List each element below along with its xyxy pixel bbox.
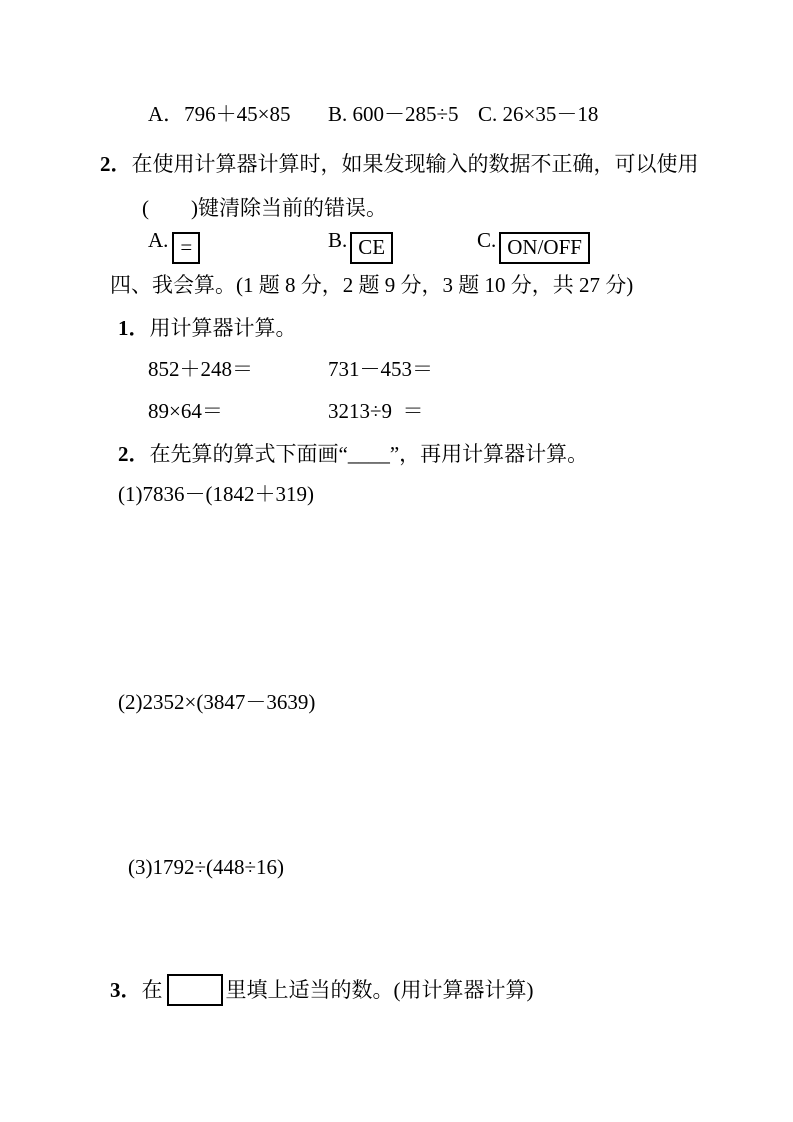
ce-key-box: CE: [350, 232, 393, 264]
key-option-a: [148, 227, 200, 264]
prev-option-b-expression: B. 600－285÷5: [328, 102, 459, 126]
key-option-c: [477, 227, 590, 264]
equals-key-box: =: [172, 232, 200, 264]
s4-q2-title-text: 在先算的算式下面画“____”，再用计算器计算。: [149, 442, 589, 466]
question-2-stem-text: 在使用计算器计算时，如果发现输入的数据不正确，可以使用: [131, 152, 699, 176]
s4-q3-line: [110, 974, 534, 1006]
section-4-heading: 四、我会算。(1 题 8 分，2 题 9 分，3 题 10 分，共 27 分): [110, 273, 634, 297]
question-2-number: 2．: [100, 152, 132, 176]
onoff-key-box: ON/OFF: [499, 232, 590, 264]
s4-q2-title: [118, 441, 588, 467]
s4-q3-suffix: 里填上适当的数。(用计算器计算): [225, 978, 534, 1002]
calc-exercise-4: 3213÷9 ＝: [328, 399, 424, 423]
s4-q1-title-text: 用计算器计算。: [149, 316, 297, 340]
prev-option-c-expression: C. 26×35－18: [478, 102, 599, 126]
question-2-stem: [100, 151, 699, 177]
question-2-blank-line: ( )键清除当前的错误。: [142, 196, 387, 220]
s4-q2-item-2: (2)2352×(3847－3639): [118, 690, 316, 714]
s4-q3-prefix: 在: [141, 978, 163, 1002]
s4-q3-number: 3．: [110, 978, 142, 1002]
s4-q2-item-1: (1)7836－(1842＋319): [118, 482, 314, 506]
calc-exercise-2: 731－453＝: [328, 357, 433, 381]
s4-q1-title: [118, 315, 297, 341]
calc-exercise-1: 852＋248＝: [148, 357, 253, 381]
s4-q2-number: 2．: [118, 442, 150, 466]
key-option-c-label: C.: [477, 228, 497, 252]
s4-q2-item-3: (3)1792÷(448÷16): [128, 855, 285, 879]
key-option-b-label: B.: [328, 228, 348, 252]
key-option-b: [328, 227, 393, 264]
key-option-a-label: A.: [148, 228, 169, 252]
s4-q1-number: 1．: [118, 316, 150, 340]
calc-exercise-3: 89×64＝: [148, 399, 223, 423]
fill-in-box: [167, 974, 223, 1006]
prev-option-a-expression: A．796＋45×85: [148, 102, 291, 126]
